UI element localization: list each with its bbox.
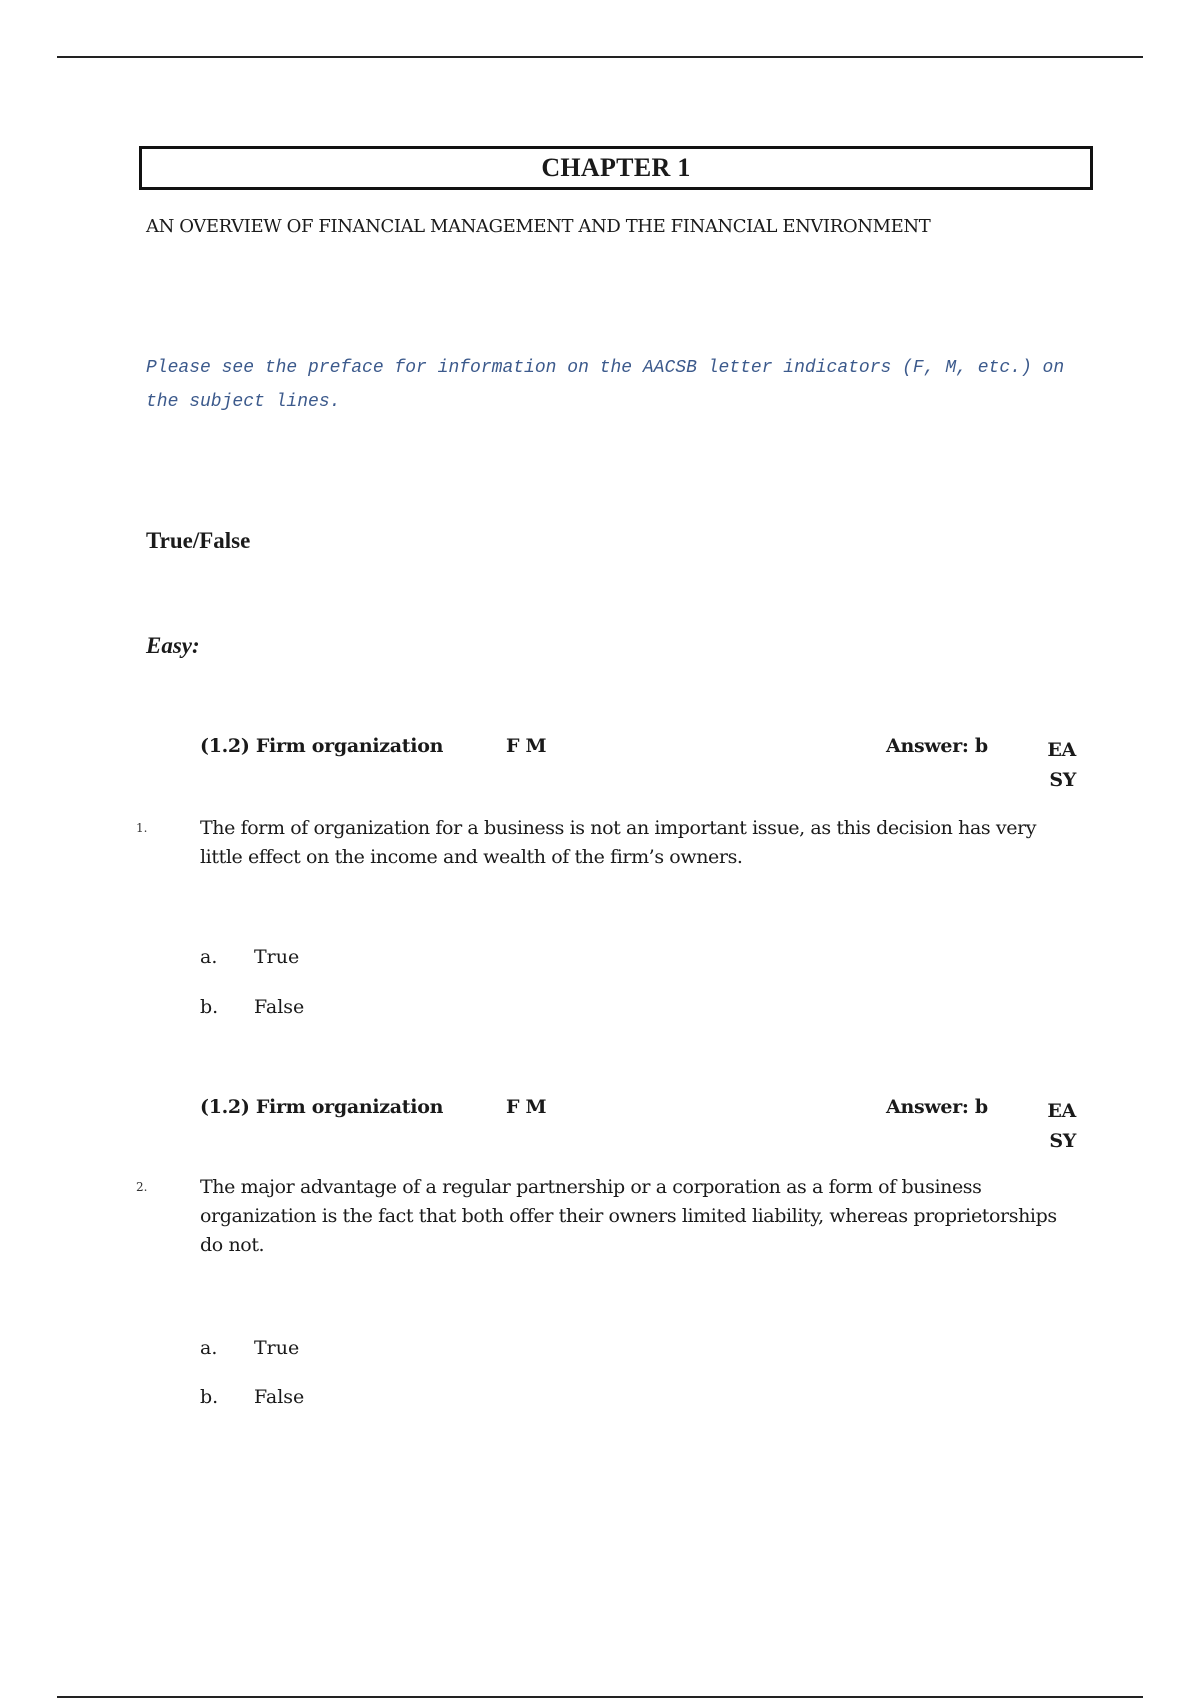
question-text: The major advantage of a regular partnership or a corporation as a form of business organization is the fact that both offer their owners limited liability, whereas proprietorships do not. <box>200 1176 1057 1256</box>
aacsb-note: Please see the preface for information on the AACSB letter indicators (F, M, etc.) on the subject lines. <box>146 358 1065 412</box>
chapter-title: CHAPTER 1 <box>541 153 691 182</box>
chapter-subtitle: AN OVERVIEW OF FINANCIAL MANAGEMENT AND THE FINANCIAL ENVIRONMENT <box>146 216 931 237</box>
question-topic: (1.2) Firm organization <box>200 1096 444 1118</box>
chapter-header-box <box>139 146 1093 190</box>
answer-key: Answer: b <box>886 1096 988 1118</box>
choice-label: True <box>254 946 300 968</box>
question-meta <box>200 735 1080 795</box>
choice-label: False <box>254 1386 305 1408</box>
choice-a <box>200 946 299 968</box>
choice-b <box>200 996 304 1018</box>
question-meta <box>200 1096 1080 1156</box>
difficulty-heading: Easy: <box>146 633 200 658</box>
choice-b <box>200 1386 304 1408</box>
aacsb-codes: F M <box>506 735 547 757</box>
question-topic: (1.2) Firm organization <box>200 735 444 757</box>
bottom-rule <box>57 1696 1143 1698</box>
question-number: 1. <box>136 821 148 835</box>
choice-letter: b. <box>200 996 219 1018</box>
choice-letter: a. <box>200 1337 218 1359</box>
choice-letter: a. <box>200 946 218 968</box>
choice-label: True <box>254 1337 300 1359</box>
answer-key: Answer: b <box>886 735 988 757</box>
question-number: 2. <box>136 1180 148 1194</box>
question-text: The form of organization for a business is not an important issue, as this decision has very little effect on the income and wealth of the firm’s owners. <box>200 817 1037 868</box>
top-rule <box>57 56 1143 58</box>
difficulty-label: EASY <box>1047 739 1076 791</box>
choice-a <box>200 1337 299 1359</box>
aacsb-codes: F M <box>506 1096 547 1118</box>
difficulty-label: EASY <box>1047 1100 1076 1152</box>
choice-letter: b. <box>200 1386 219 1408</box>
choice-label: False <box>254 996 305 1018</box>
section-heading: True/False <box>146 528 251 553</box>
